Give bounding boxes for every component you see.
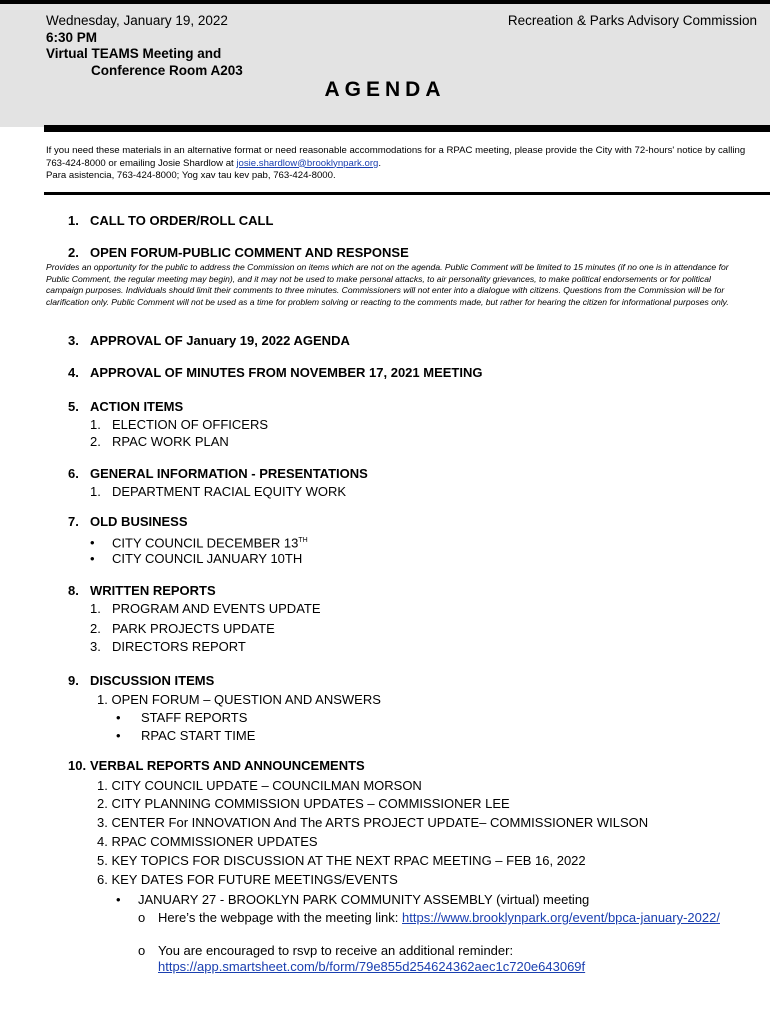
bullet-icon: • (116, 710, 121, 725)
meeting-location-line1: Virtual TEAMS Meeting and (46, 46, 222, 61)
sub-item (97, 853, 586, 869)
item-number: 4. (68, 365, 79, 380)
notice-divider (44, 192, 770, 195)
item-title: OLD BUSINESS (90, 514, 188, 529)
bullet-text: RPAC START TIME (141, 728, 256, 743)
notice-text-end: . (378, 157, 382, 169)
sub-item-text: ELECTION OF OFFICERS (112, 417, 269, 432)
item-title: ACTION ITEMS (90, 399, 184, 414)
agenda-item-9 (68, 673, 214, 689)
bullet-item (116, 728, 255, 744)
sub-item (90, 434, 229, 450)
sub-item (97, 778, 422, 794)
bullet-icon: • (90, 535, 95, 551)
agenda-item-5 (68, 399, 183, 415)
item-number: 9. (68, 673, 79, 688)
item-number: 6. (68, 466, 79, 481)
sub-item-text: CENTER For INNOVATION And The ARTS PROJECT UPDATE– COMMISSIONER WILSON (111, 815, 649, 830)
sub-item-number: 2. (90, 621, 101, 636)
sub-item (90, 417, 268, 433)
sub-item-number: 1. (97, 778, 108, 793)
item-number: 7. (68, 514, 79, 529)
notice-translation: Para asistencia, 763-424-8000; Yog xav tau kev pab, 763-424-8000. (46, 170, 336, 182)
bullet-item (90, 533, 308, 551)
ordinal-suffix: TH (298, 537, 308, 544)
sub-item (90, 639, 246, 655)
organization-name: Recreation & Parks Advisory Commission (507, 13, 757, 28)
meeting-time: 6:30 PM (46, 29, 98, 45)
circle-bullet-icon: o (138, 910, 146, 925)
sub-item-text: DEPARTMENT RACIAL EQUITY WORK (112, 484, 347, 499)
public-comment-description: Provides an opportunity for the public to address the Commission on items which are not on the agenda. Public Comment will be limited to 15 minutes (if no one is in attendance for Public Comment, the regular meeting may begin), and it may not be used to make personal attacks, to air personality grievances, to make political endorsements or for political campaign purposes. Individuals should limit their comments to three minutes. Commissioners will not enter into a dialogue with citizens. Questions from the Commission will be for clarification only. Public Comment will not be used as a time for problem solving or reacting to the comments made, but rather for hearing the citizen for informational purposes only. (46, 262, 729, 308)
bullet-icon: • (90, 551, 95, 566)
sub-item (90, 601, 321, 617)
agenda-item-6 (68, 466, 368, 482)
bullet-item (116, 710, 247, 726)
item-number: 1. (68, 213, 79, 228)
header-divider (44, 125, 770, 132)
item-number: 2. (68, 245, 79, 260)
item-title: OPEN FORUM-PUBLIC COMMENT AND RESPONSE (90, 245, 409, 260)
note-text: Here’s the webpage with the meeting link: (158, 910, 403, 925)
agenda-item-8 (68, 583, 216, 599)
sub-item-text: RPAC COMMISSIONER UPDATES (111, 834, 318, 849)
item-number: 3. (68, 333, 79, 348)
sub-item-text: CITY PLANNING COMMISSION UPDATES – COMMISSIONER LEE (111, 796, 510, 811)
sub-item-text: KEY DATES FOR FUTURE MEETINGS/EVENTS (111, 872, 398, 887)
agenda-item-3 (68, 333, 350, 349)
item-number: 8. (68, 583, 79, 598)
bullet-text: STAFF REPORTS (141, 710, 248, 725)
sub-item-text: CITY COUNCIL UPDATE – COUNCILMAN MORSON (111, 778, 422, 793)
agenda-item-4 (68, 365, 482, 381)
rsvp-note (138, 943, 748, 975)
bullet-text: CITY COUNCIL JANUARY 10TH (112, 551, 303, 566)
item-number: 5. (68, 399, 79, 414)
meeting-webpage-link[interactable]: https://www.brooklynpark.org/event/bpca-january-2022/ (402, 910, 720, 925)
sub-item (97, 692, 381, 708)
sub-item-text: PROGRAM AND EVENTS UPDATE (112, 601, 321, 616)
accessibility-notice (46, 145, 762, 183)
item-title: DISCUSSION ITEMS (90, 673, 215, 688)
bullet-icon: • (116, 892, 121, 907)
sub-item-number: 4. (97, 834, 108, 849)
item-title: WRITTEN REPORTS (90, 583, 216, 598)
meeting-info (46, 13, 243, 79)
sub-item-number: 1. (90, 484, 101, 499)
sub-item (90, 484, 346, 500)
item-title: APPROVAL OF January 19, 2022 AGENDA (90, 333, 350, 348)
page-title: AGENDA (324, 78, 446, 101)
sub-item (97, 834, 318, 850)
item-title: CALL TO ORDER/ROLL CALL (90, 213, 274, 228)
agenda-item-2 (68, 245, 409, 261)
bullet-item (90, 551, 302, 567)
sub-item-text: RPAC WORK PLAN (112, 434, 229, 449)
sub-item-number: 2. (90, 434, 101, 449)
bullet-item (116, 892, 589, 908)
agenda-header (0, 0, 770, 127)
rsvp-form-link[interactable]: https://app.smartsheet.com/b/form/79e855d254624362aec1c720e643069f (158, 959, 586, 974)
sub-item-number: 6. (97, 872, 108, 887)
bullet-text: JANUARY 27 - BROOKLYN PARK COMMUNITY ASSEMBLY (virtual) meeting (138, 892, 590, 907)
sub-item-text: KEY TOPICS FOR DISCUSSION AT THE NEXT RPAC MEETING – FEB 16, 2022 (111, 853, 586, 868)
notice-text: If you need these materials in an alternative format or need reasonable accommodations for a RPAC meeting, please provide the City with 72-hours' notice by calling 763-424-8000 or emailing Josie Shardlow at (46, 145, 746, 169)
email-link[interactable]: josie.shardlow@brooklynpark.org (236, 157, 379, 169)
sub-item-number: 3. (90, 639, 101, 654)
meeting-link-note (138, 910, 748, 926)
item-title: GENERAL INFORMATION - PRESENTATIONS (90, 466, 368, 481)
bullet-text: CITY COUNCIL DECEMBER 13 (112, 535, 299, 551)
item-number: 10. (68, 758, 87, 773)
agenda-item-10 (68, 758, 365, 774)
sub-item (97, 815, 648, 831)
circle-bullet-icon: o (138, 943, 146, 958)
meeting-location-line2: Conference Room A203 (91, 62, 243, 78)
sub-item-number: 2. (97, 796, 108, 811)
sub-item-text: OPEN FORUM – QUESTION AND ANSWERS (111, 692, 381, 707)
note-text: You are encouraged to rsvp to receive an additional reminder: (158, 943, 514, 958)
meeting-date: Wednesday, January 19, 2022 (46, 13, 228, 28)
sub-item-number: 1. (97, 692, 108, 707)
bullet-icon: • (116, 728, 121, 743)
sub-item (97, 796, 510, 812)
sub-item-text: PARK PROJECTS UPDATE (112, 621, 275, 636)
item-title: VERBAL REPORTS AND ANNOUNCEMENTS (90, 758, 365, 773)
sub-item-number: 5. (97, 853, 108, 868)
agenda-item-7 (68, 514, 188, 530)
item-title: APPROVAL OF MINUTES FROM NOVEMBER 17, 2021 MEETING (90, 365, 483, 380)
sub-item-number: 3. (97, 815, 108, 830)
sub-item-number: 1. (90, 417, 101, 432)
sub-item (97, 872, 398, 888)
sub-item-text: DIRECTORS REPORT (112, 639, 246, 654)
sub-item-number: 1. (90, 601, 101, 616)
sub-item (90, 621, 275, 637)
agenda-item-1 (68, 213, 273, 229)
